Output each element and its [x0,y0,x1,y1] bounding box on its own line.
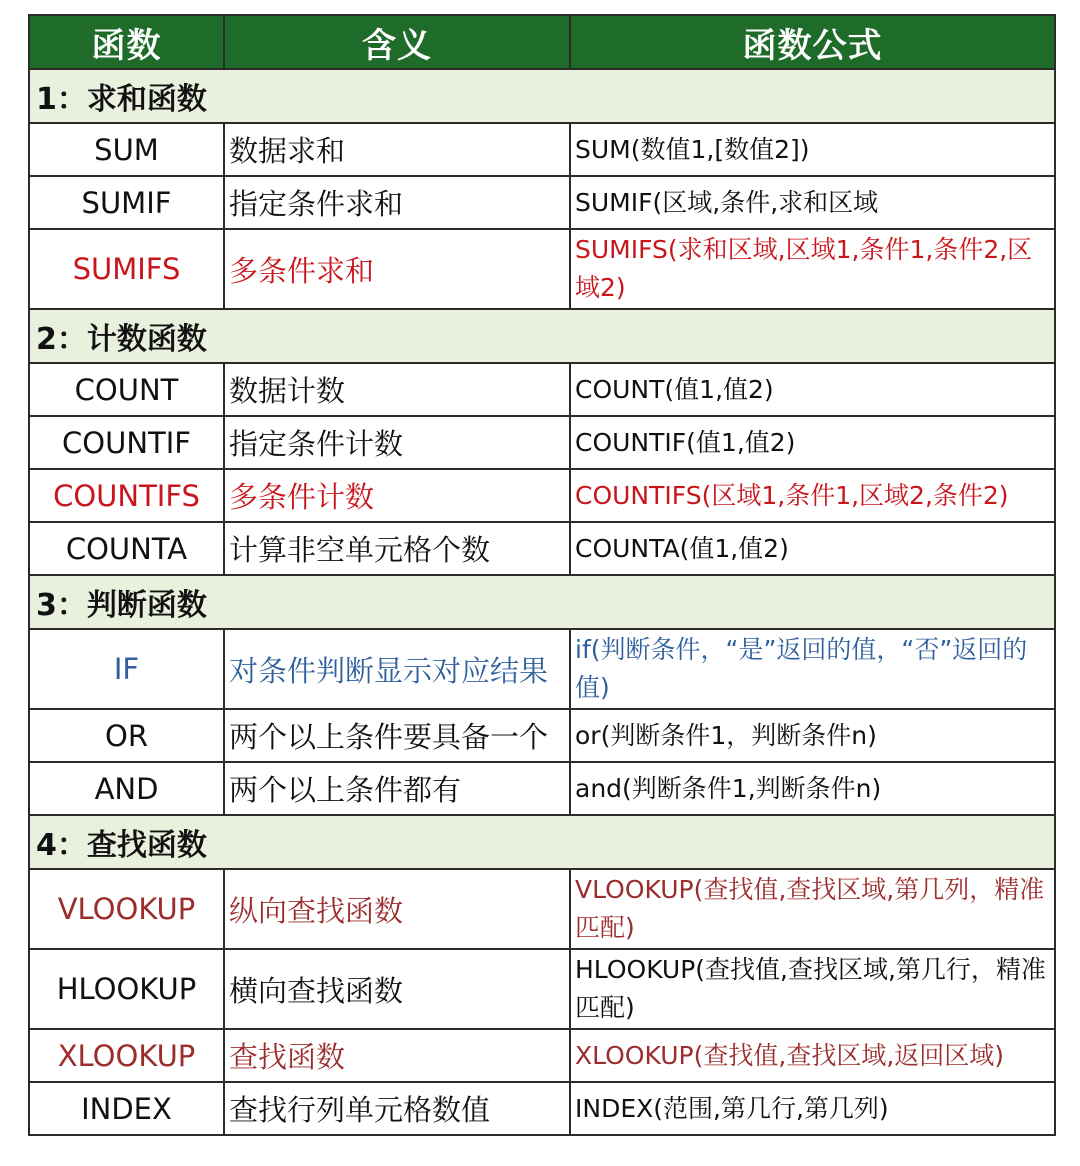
table-row [29,416,1055,469]
section-row [29,69,1055,123]
function-formula: COUNTIF(值1,值2) [570,416,1055,469]
function-meaning: 数据计数 [224,363,570,416]
function-meaning: 数据求和 [224,123,570,176]
function-formula: HLOOKUP(查找值,查找区域,第几行，精准匹配) [570,949,1055,1029]
section-title: 2：计数函数 [29,309,1055,363]
function-name: SUMIFS [29,229,224,309]
function-formula: COUNT(值1,值2) [570,363,1055,416]
table-row [29,1082,1055,1135]
header-formula: 函数公式 [570,15,1055,69]
function-formula: SUMIFS(求和区域,区域1,条件1,条件2,区域2) [570,229,1055,309]
table-row [29,176,1055,229]
function-formula: SUMIF(区域,条件,求和区域 [570,176,1055,229]
function-name: COUNT [29,363,224,416]
table-row [29,522,1055,575]
table-row [29,469,1055,522]
function-meaning: 计算非空单元格个数 [224,522,570,575]
function-name: INDEX [29,1082,224,1135]
function-formula: INDEX(范围,第几行,第几列) [570,1082,1055,1135]
function-name: XLOOKUP [29,1029,224,1082]
table-row [29,629,1055,709]
section-title: 3：判断函数 [29,575,1055,629]
table-row [29,1029,1055,1082]
function-formula: or(判断条件1，判断条件n) [570,709,1055,762]
function-name: COUNTIFS [29,469,224,522]
function-name: OR [29,709,224,762]
function-name: SUMIF [29,176,224,229]
function-formula: COUNTIFS(区域1,条件1,区域2,条件2) [570,469,1055,522]
function-table-container [28,14,1054,1136]
function-formula: SUM(数值1,[数值2]) [570,123,1055,176]
table-row [29,869,1055,949]
function-name: COUNTA [29,522,224,575]
function-meaning: 指定条件计数 [224,416,570,469]
table-row [29,123,1055,176]
function-meaning: 对条件判断显示对应结果 [224,629,570,709]
function-formula: VLOOKUP(查找值,查找区域,第几列，精准匹配) [570,869,1055,949]
function-formula: if(判断条件，“是”返回的值，“否”返回的值) [570,629,1055,709]
function-name: SUM [29,123,224,176]
section-row [29,575,1055,629]
function-meaning: 多条件计数 [224,469,570,522]
function-meaning: 两个以上条件要具备一个 [224,709,570,762]
table-header-row [29,15,1055,69]
header-meaning: 含义 [224,15,570,69]
table-row [29,709,1055,762]
table-row [29,762,1055,815]
section-title: 1：求和函数 [29,69,1055,123]
section-row [29,309,1055,363]
section-title: 4：查找函数 [29,815,1055,869]
function-name: HLOOKUP [29,949,224,1029]
header-function: 函数 [29,15,224,69]
function-formula: and(判断条件1,判断条件n) [570,762,1055,815]
function-meaning: 两个以上条件都有 [224,762,570,815]
function-meaning: 纵向查找函数 [224,869,570,949]
function-meaning: 指定条件求和 [224,176,570,229]
function-name: COUNTIF [29,416,224,469]
function-meaning: 查找行列单元格数值 [224,1082,570,1135]
function-meaning: 查找函数 [224,1029,570,1082]
section-row [29,815,1055,869]
table-row [29,229,1055,309]
function-meaning: 多条件求和 [224,229,570,309]
function-meaning: 横向查找函数 [224,949,570,1029]
function-formula: XLOOKUP(查找值,查找区域,返回区域) [570,1029,1055,1082]
function-name: IF [29,629,224,709]
function-name: AND [29,762,224,815]
table-row [29,949,1055,1029]
excel-function-table [28,14,1056,1136]
table-row [29,363,1055,416]
function-name: VLOOKUP [29,869,224,949]
function-formula: COUNTA(值1,值2) [570,522,1055,575]
